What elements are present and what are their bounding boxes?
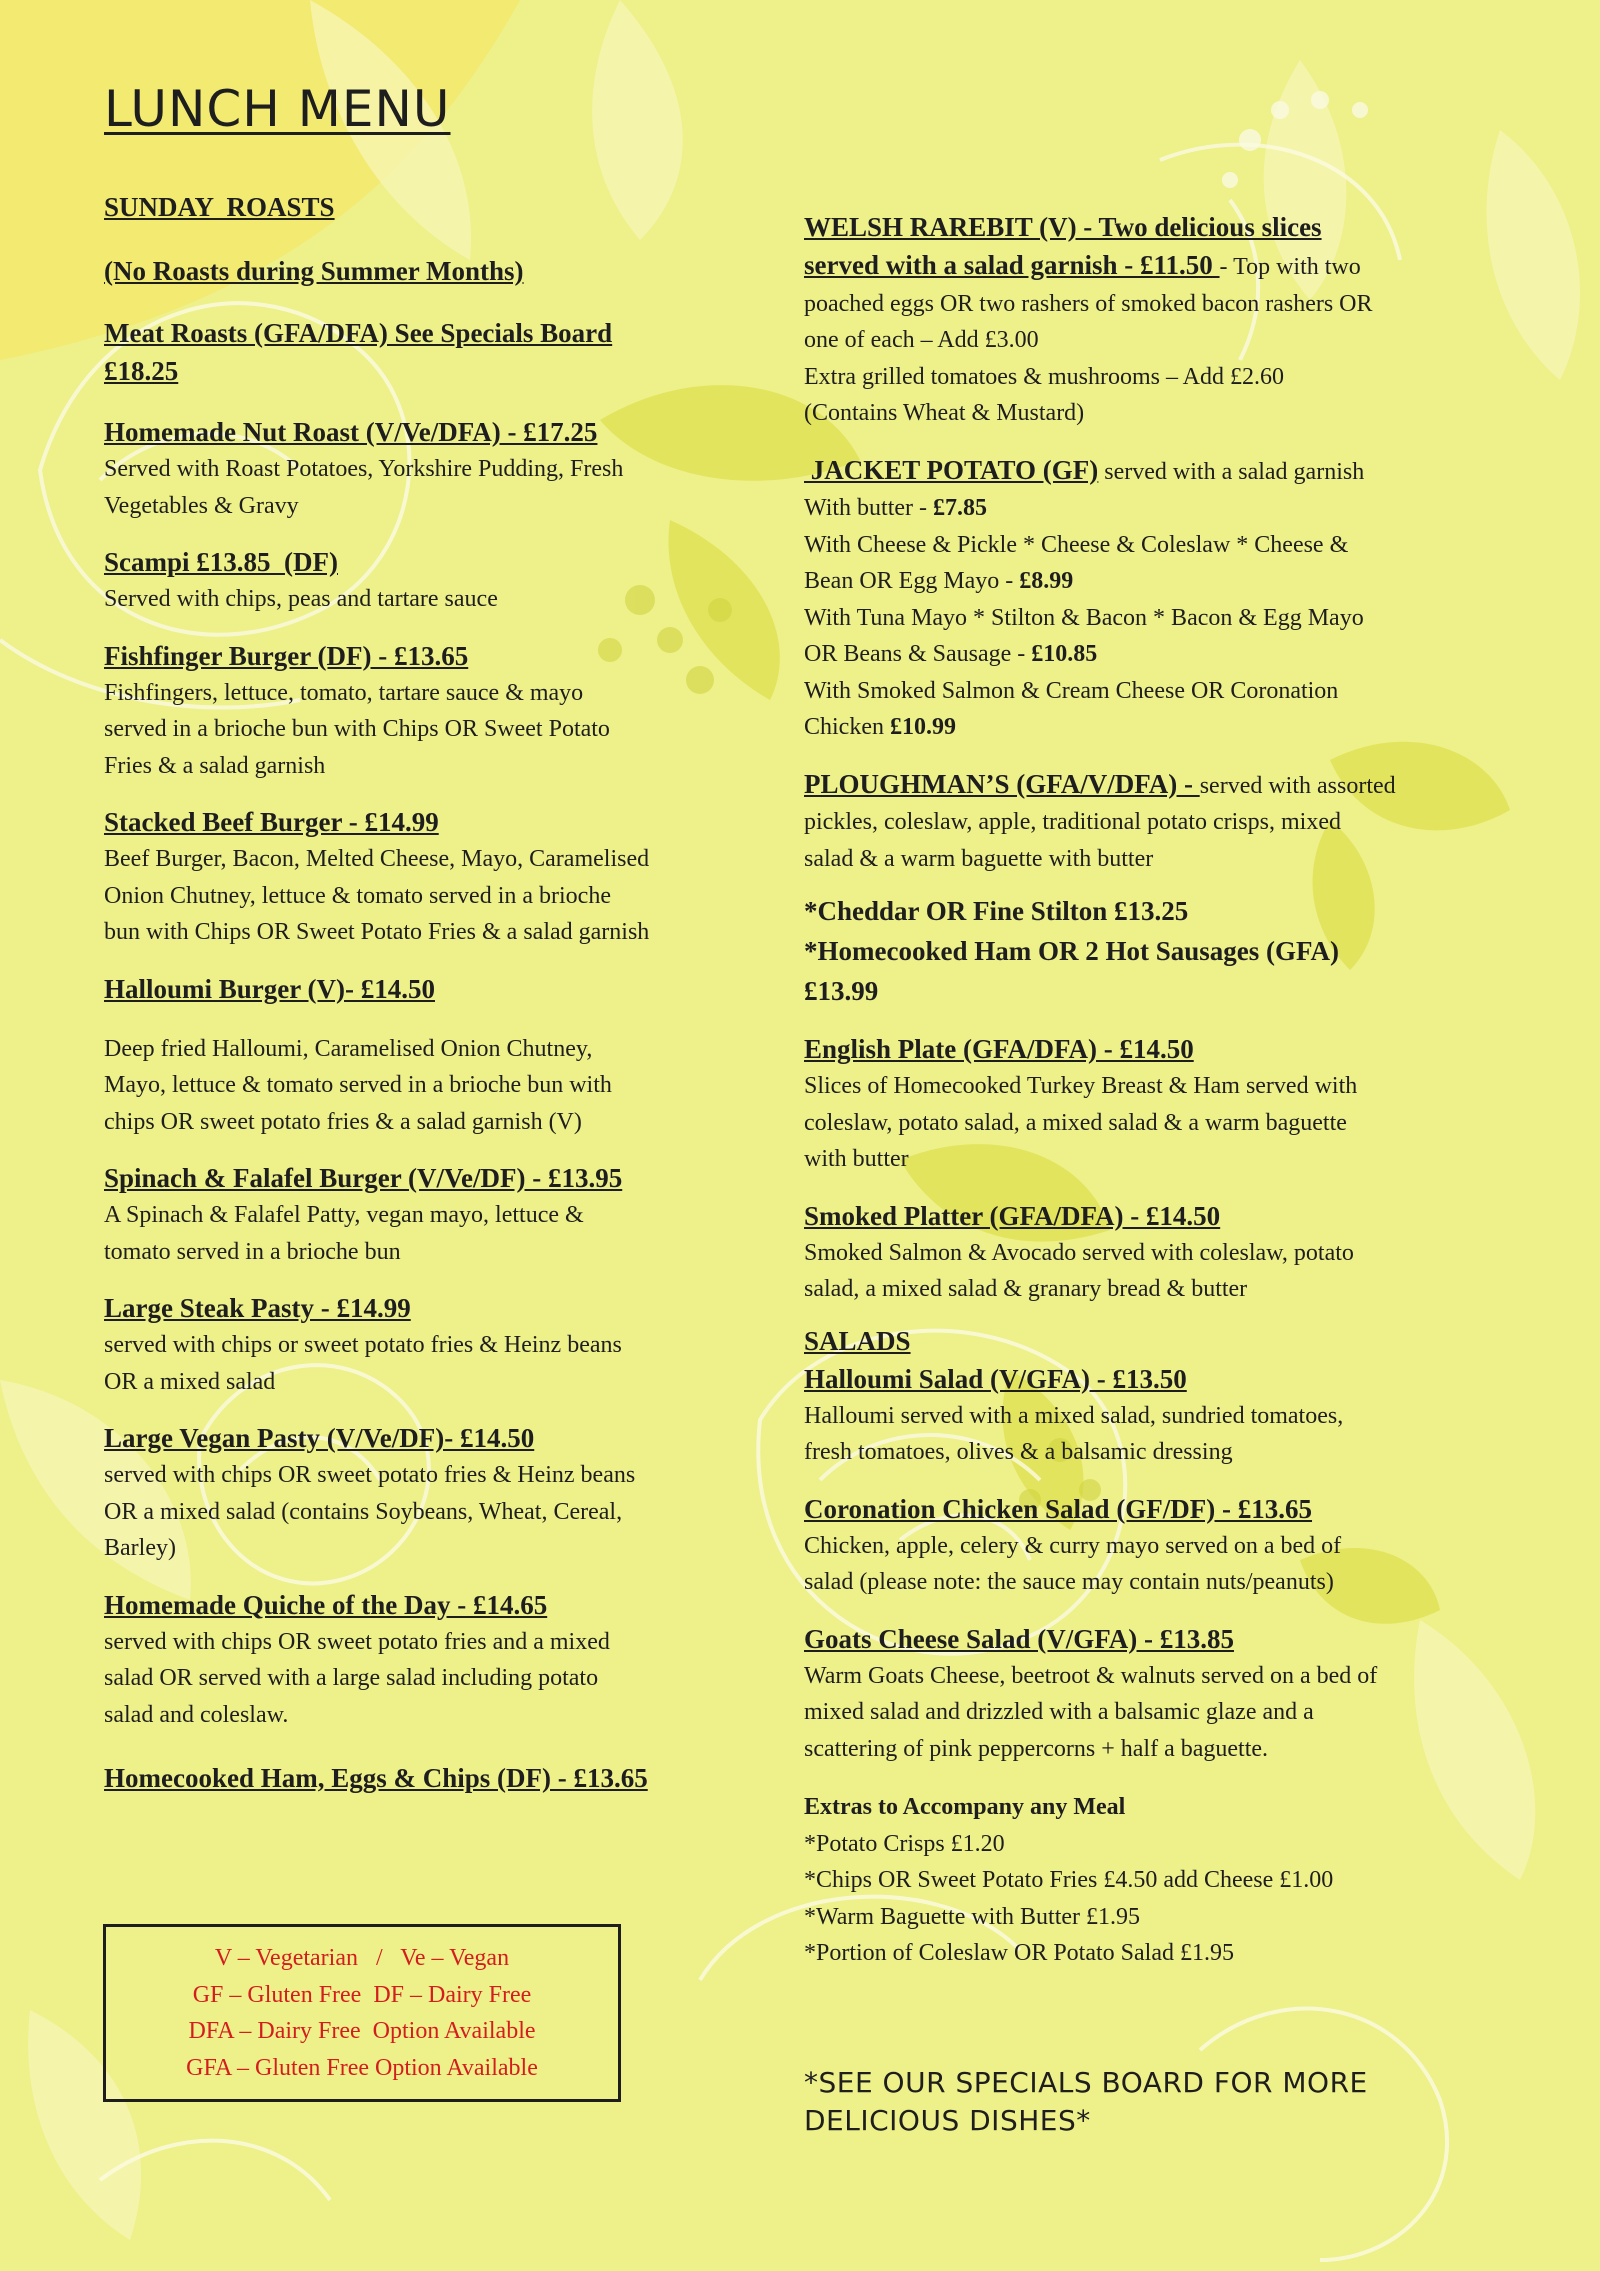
legend-line: GFA – Gluten Free Option Available: [186, 2054, 538, 2081]
item-description: coleslaw, potato salad, a mixed salad & a warm baguette: [804, 1109, 1347, 1136]
item-description: served with chips OR sweet potato fries and a mixed: [104, 1628, 610, 1655]
item-description: Fishfingers, lettuce, tomato, tartare sauce & mayo: [104, 679, 584, 706]
jacket-price: £7.85: [933, 495, 987, 521]
item-description: served with assorted: [1199, 772, 1396, 799]
jacket-option: With Cheese & Pickle * Cheese & Coleslaw * Cheese &: [804, 531, 1349, 558]
item-description: Vegetables & Gravy: [104, 492, 299, 519]
extras-heading: Extras to Accompany any Meal: [804, 1794, 1126, 1820]
jacket-option: With Tuna Mayo * Stilton & Bacon * Bacon & Egg Mayo: [804, 604, 1364, 631]
extras-section: [804, 1789, 1484, 1972]
item-title: JACKET POTATO (GF): [804, 454, 1099, 485]
item-description: salad, a mixed salad & granary bread & butter: [804, 1276, 1248, 1302]
item-description: served in a brioche bun with Chips OR Sweet Potato: [104, 716, 610, 742]
item-title: Large Vegan Pasty (V/Ve/DF)- £14.50: [104, 1423, 535, 1453]
item-title: Halloumi Burger (V)- £14.50: [104, 973, 435, 1004]
menu-item-meat-roasts: [104, 314, 744, 390]
menu-item-welsh-rarebit: [804, 208, 1484, 432]
item-title: Homemade Quiche of the Day - £14.65: [104, 1589, 548, 1620]
item-title: served with a salad garnish - £11.50: [804, 250, 1220, 280]
menu-item-stacked-beef-burger: [104, 803, 744, 951]
item-title: Goats Cheese Salad (V/GFA) - £13.85: [804, 1623, 1234, 1654]
jacket-option: Chicken: [804, 714, 890, 740]
menu-item-english-plate: [804, 1030, 1484, 1178]
right-column: [804, 208, 1484, 1972]
item-description: one of each – Add £3.00: [804, 327, 1039, 353]
item-title: Stacked Beef Burger - £14.99: [104, 807, 439, 837]
sunday-roasts-heading: SUNDAY ROASTS: [104, 192, 335, 222]
item-description: salad and coleslaw.: [104, 1701, 289, 1728]
menu-item-halloumi-salad: [804, 1360, 1484, 1471]
jacket-option: With Smoked Salmon & Cream Cheese OR Coronation: [804, 677, 1339, 704]
item-title: Smoked Platter (GFA/DFA) - £14.50: [804, 1200, 1221, 1231]
menu-item-scampi: [104, 543, 744, 618]
item-price: £18.25: [104, 356, 179, 386]
item-title: Spinach & Falafel Burger (V/Ve/DF) - £13.95: [104, 1163, 623, 1193]
menu-item-nut-roast: [104, 413, 744, 524]
item-description: OR a mixed salad: [104, 1368, 276, 1395]
item-description: Chicken, apple, celery & curry mayo served on a bed of: [804, 1532, 1342, 1559]
item-description: Barley): [104, 1535, 176, 1561]
menu-title: LUNCH MENU: [104, 80, 451, 138]
item-description: Slices of Homecooked Turkey Breast & Ham served with: [804, 1073, 1358, 1099]
item-description: (Contains Wheat & Mustard): [804, 400, 1085, 426]
menu-item-quiche: [104, 1586, 744, 1734]
item-title: Halloumi Salad (V/GFA) - £13.50: [804, 1363, 1187, 1394]
item-title: Meat Roasts (GFA/DFA) See Specials Board: [104, 318, 613, 348]
ploughmans-option: *Cheddar OR Fine Stilton £13.25: [804, 896, 1189, 926]
specials-board-footer: [804, 2064, 1524, 2140]
item-title: Fishfinger Burger (DF) - £13.65: [104, 640, 469, 671]
item-description: Fries & a salad garnish: [104, 752, 326, 779]
menu-item-large-steak-pasty: [104, 1289, 744, 1400]
menu-item-ham-eggs-chips: [104, 1759, 744, 1797]
jacket-price: £10.99: [889, 714, 956, 740]
jacket-option: OR Beans & Sausage -: [804, 641, 1032, 667]
item-title: English Plate (GFA/DFA) - £14.50: [804, 1034, 1194, 1064]
item-description: salad (please note: the sauce may contain nuts/peanuts): [804, 1569, 1334, 1595]
extras-item: *Portion of Coleslaw OR Potato Salad £1.95: [804, 1940, 1234, 1966]
item-description: OR a mixed salad (contains Soybeans, Wheat, Cereal,: [104, 1498, 623, 1525]
item-description: with butter: [804, 1146, 909, 1172]
item-title: Homecooked Ham, Eggs & Chips (DF) - £13.65: [104, 1763, 648, 1793]
item-description: Warm Goats Cheese, beetroot & walnuts served on a bed of: [804, 1662, 1378, 1689]
item-description: salad & a warm baguette with butter: [804, 845, 1154, 872]
item-description: scattering of pink peppercorns + half a baguette.: [804, 1735, 1269, 1762]
item-title: PLOUGHMAN’S (GFA/V/DFA) -: [804, 768, 1200, 799]
menu-item-jacket-potato: [804, 451, 1484, 746]
menu-item-halloumi-burger: [104, 970, 744, 1141]
item-description: Beef Burger, Bacon, Melted Cheese, Mayo, Caramelised: [104, 846, 650, 872]
item-description: A Spinach & Falafel Patty, vegan mayo, lettuce &: [104, 1202, 584, 1228]
ploughmans-option: *Homecooked Ham OR 2 Hot Sausages (GFA): [804, 936, 1339, 966]
item-description: poached eggs OR two rashers of smoked bacon rashers OR: [804, 290, 1373, 317]
item-description: Mayo, lettuce & tomato served in a brioche bun with: [104, 1072, 612, 1098]
item-description: bun with Chips OR Sweet Potato Fries & a salad garnish: [104, 919, 650, 945]
item-title: Large Steak Pasty - £14.99: [104, 1293, 411, 1323]
item-description: Smoked Salmon & Avocado served with coleslaw, potato: [804, 1239, 1354, 1266]
legend-line: GF – Gluten Free DF – Dairy Free: [192, 1981, 532, 2008]
item-title: WELSH RAREBIT (V) - Two delicious slices: [804, 212, 1322, 242]
menu-item-ploughmans: [804, 765, 1484, 1012]
item-description: Extra grilled tomatoes & mushrooms – Add £2.60: [804, 363, 1284, 390]
item-description: chips OR sweet potato fries & a salad garnish (V): [104, 1108, 582, 1135]
item-description: - Top with two: [1219, 254, 1361, 280]
item-description: mixed salad and drizzled with a balsamic glaze and a: [804, 1699, 1314, 1725]
item-title: Scampi £13.85 (DF): [104, 547, 338, 577]
jacket-price: £8.99: [1019, 568, 1074, 594]
jacket-price: £10.85: [1031, 641, 1098, 667]
legend-line: V – Vegetarian / Ve – Vegan: [214, 1945, 510, 1971]
menu-item-smoked-platter: [804, 1197, 1484, 1308]
extras-item: *Warm Baguette with Butter £1.95: [804, 1903, 1140, 1930]
dietary-legend-box: [103, 1924, 621, 2102]
menu-item-spinach-falafel-burger: [104, 1159, 744, 1270]
sunday-roasts-section: [104, 188, 744, 290]
left-column: [104, 188, 744, 1797]
menu-item-goats-cheese-salad: [804, 1620, 1484, 1768]
item-description: Halloumi served with a mixed salad, sundried tomatoes,: [804, 1402, 1344, 1429]
item-description: salad OR served with a large salad including potato: [104, 1665, 599, 1691]
salads-heading: SALADS: [804, 1325, 911, 1356]
legend-line: DFA – Dairy Free Option Available: [188, 2018, 536, 2044]
item-title: Homemade Nut Roast (V/Ve/DFA) - £17.25: [104, 417, 598, 447]
item-description: served with chips OR sweet potato fries & Heinz beans: [104, 1462, 636, 1488]
extras-item: *Potato Crisps £1.20: [804, 1830, 1005, 1857]
no-roasts-note: (No Roasts during Summer Months): [104, 256, 524, 286]
footer-line: *SEE OUR SPECIALS BOARD FOR MORE: [804, 2066, 1368, 2099]
footer-line: DELICIOUS DISHES*: [804, 2104, 1091, 2137]
item-description: fresh tomatoes, olives & a balsamic dressing: [804, 1439, 1233, 1465]
item-description: served with a salad garnish: [1098, 458, 1365, 485]
item-description: Onion Chutney, lettuce & tomato served in a brioche: [104, 882, 611, 909]
item-description: served with chips or sweet potato fries & Heinz beans: [104, 1332, 622, 1358]
extras-item: *Chips OR Sweet Potato Fries £4.50 add Cheese £1.00: [804, 1867, 1334, 1893]
jacket-option: With butter -: [804, 495, 933, 521]
item-description: Served with Roast Potatoes, Yorkshire Pudding, Fresh: [104, 456, 624, 482]
item-description: Served with chips, peas and tartare sauce: [104, 586, 498, 612]
menu-item-coronation-chicken-salad: [804, 1490, 1484, 1601]
menu-item-large-vegan-pasty: [104, 1419, 744, 1567]
item-title: Coronation Chicken Salad (GF/DF) - £13.65: [804, 1493, 1313, 1524]
item-description: Deep fried Halloumi, Caramelised Onion Chutney,: [104, 1035, 593, 1062]
menu-item-fishfinger-burger: [104, 637, 744, 785]
item-description: pickles, coleslaw, apple, traditional potato crisps, mixed: [804, 809, 1341, 835]
item-description: tomato served in a brioche bun: [104, 1238, 401, 1265]
ploughmans-price: £13.99: [804, 976, 879, 1006]
jacket-option: Bean OR Egg Mayo -: [804, 568, 1020, 594]
